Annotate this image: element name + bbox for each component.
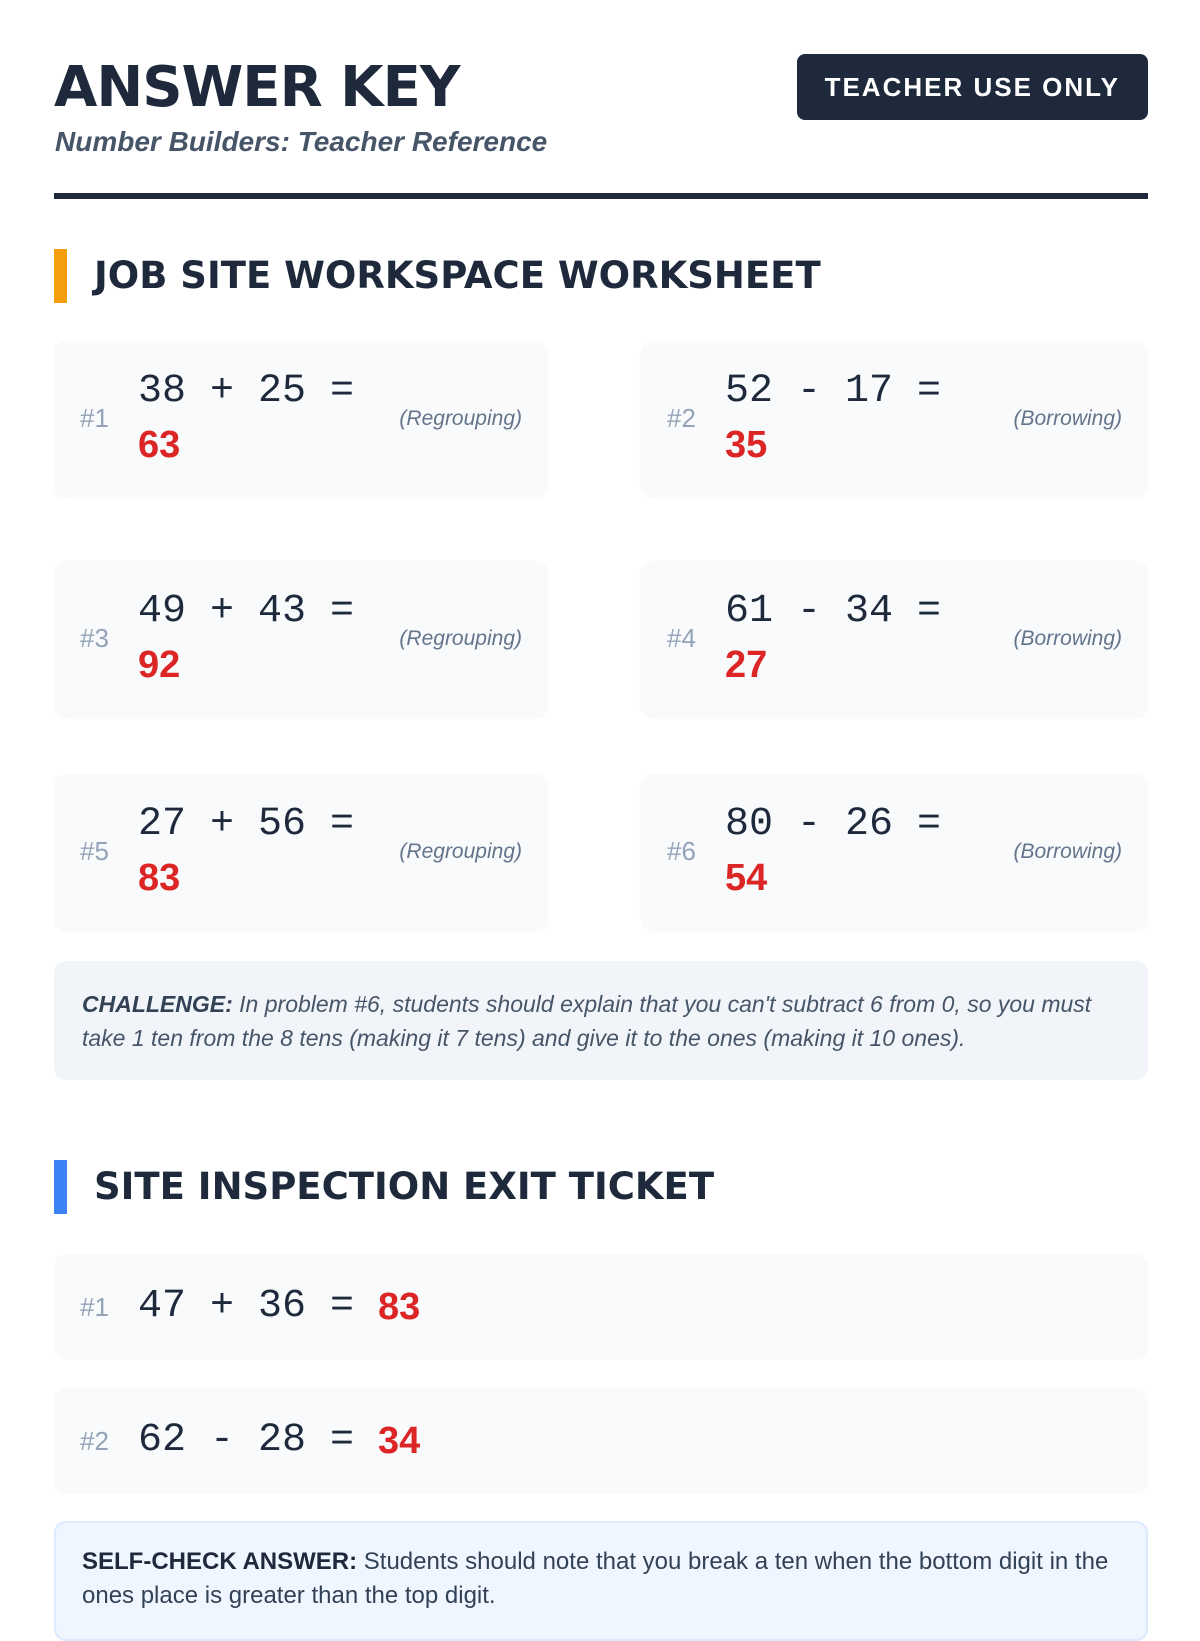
worksheet-problem-card	[641, 774, 1148, 930]
problem-answer: 54	[725, 857, 768, 899]
problem-number: #3	[80, 623, 109, 653]
teacher-use-only-badge: TEACHER USE ONLY	[797, 54, 1148, 120]
exit-ticket-problem-row	[54, 1388, 1148, 1494]
problem-answer: 63	[138, 424, 181, 466]
challenge-text: In problem #6, students should explain that you can't subtract 6 from 0, so you must take 1 ten from the 8 tens (making it 7 tens) and give it to the ones (making it 10 ones).	[82, 991, 1092, 1051]
page-header	[54, 0, 1148, 200]
worksheet-problem-card	[54, 774, 548, 930]
problem-strategy-note: (Borrowing)	[1013, 407, 1122, 430]
problem-strategy-note: (Regrouping)	[399, 407, 522, 430]
self-check-text: Students should note that you break a ten when the bottom digit in the ones place is greater than the top digit.	[82, 1548, 1109, 1609]
exit-ticket-section-title: SITE INSPECTION EXIT TICKET	[94, 1165, 715, 1208]
problem-number: #4	[667, 623, 696, 653]
problem-answer: 83	[378, 1286, 421, 1328]
problem-expression: 47 + 36 =	[138, 1284, 355, 1329]
problem-number: #1	[80, 1292, 109, 1322]
problem-expression: 38 + 25 =	[138, 369, 355, 414]
problem-number: #2	[667, 403, 696, 433]
header-divider	[54, 193, 1148, 199]
problem-expression: 52 - 17 =	[725, 369, 942, 414]
problem-expression: 62 - 28 =	[138, 1418, 355, 1463]
challenge-note	[54, 961, 1148, 1080]
problem-expression: 61 - 34 =	[725, 589, 942, 634]
page-subtitle: Number Builders: Teacher Reference	[55, 126, 548, 157]
problem-answer: 83	[138, 857, 181, 899]
self-check-label: SELF-CHECK ANSWER:	[82, 1548, 358, 1575]
exit-ticket-accent-bar	[54, 1160, 67, 1214]
problem-strategy-note: (Borrowing)	[1013, 627, 1122, 650]
worksheet-section-title: JOB SITE WORKSPACE WORKSHEET	[94, 254, 821, 297]
problem-number: #5	[80, 836, 109, 866]
problem-number: #1	[80, 403, 109, 433]
problem-strategy-note: (Regrouping)	[399, 627, 522, 650]
problem-strategy-note: (Borrowing)	[1013, 840, 1122, 863]
problem-expression: 80 - 26 =	[725, 802, 942, 847]
worksheet-problem-card	[54, 341, 548, 497]
problem-answer: 27	[725, 644, 768, 686]
problem-strategy-note: (Regrouping)	[399, 840, 522, 863]
worksheet-problem-card	[641, 561, 1148, 717]
exit-ticket-problem-row	[54, 1254, 1148, 1360]
self-check-answer-box	[54, 1521, 1148, 1641]
problem-answer: 34	[378, 1420, 421, 1462]
problem-answer: 92	[138, 644, 181, 686]
page-title: ANSWER KEY	[54, 55, 460, 120]
problem-number: #6	[667, 836, 696, 866]
problem-number: #2	[80, 1426, 109, 1456]
worksheet-problem-card	[641, 341, 1148, 497]
problem-expression: 27 + 56 =	[138, 802, 355, 847]
problem-answer: 35	[725, 424, 768, 466]
worksheet-accent-bar	[54, 249, 67, 303]
answer-key-page	[54, 0, 1148, 1609]
worksheet-problem-card	[54, 561, 548, 717]
problem-expression: 49 + 43 =	[138, 589, 355, 634]
challenge-label: CHALLENGE:	[82, 991, 233, 1017]
